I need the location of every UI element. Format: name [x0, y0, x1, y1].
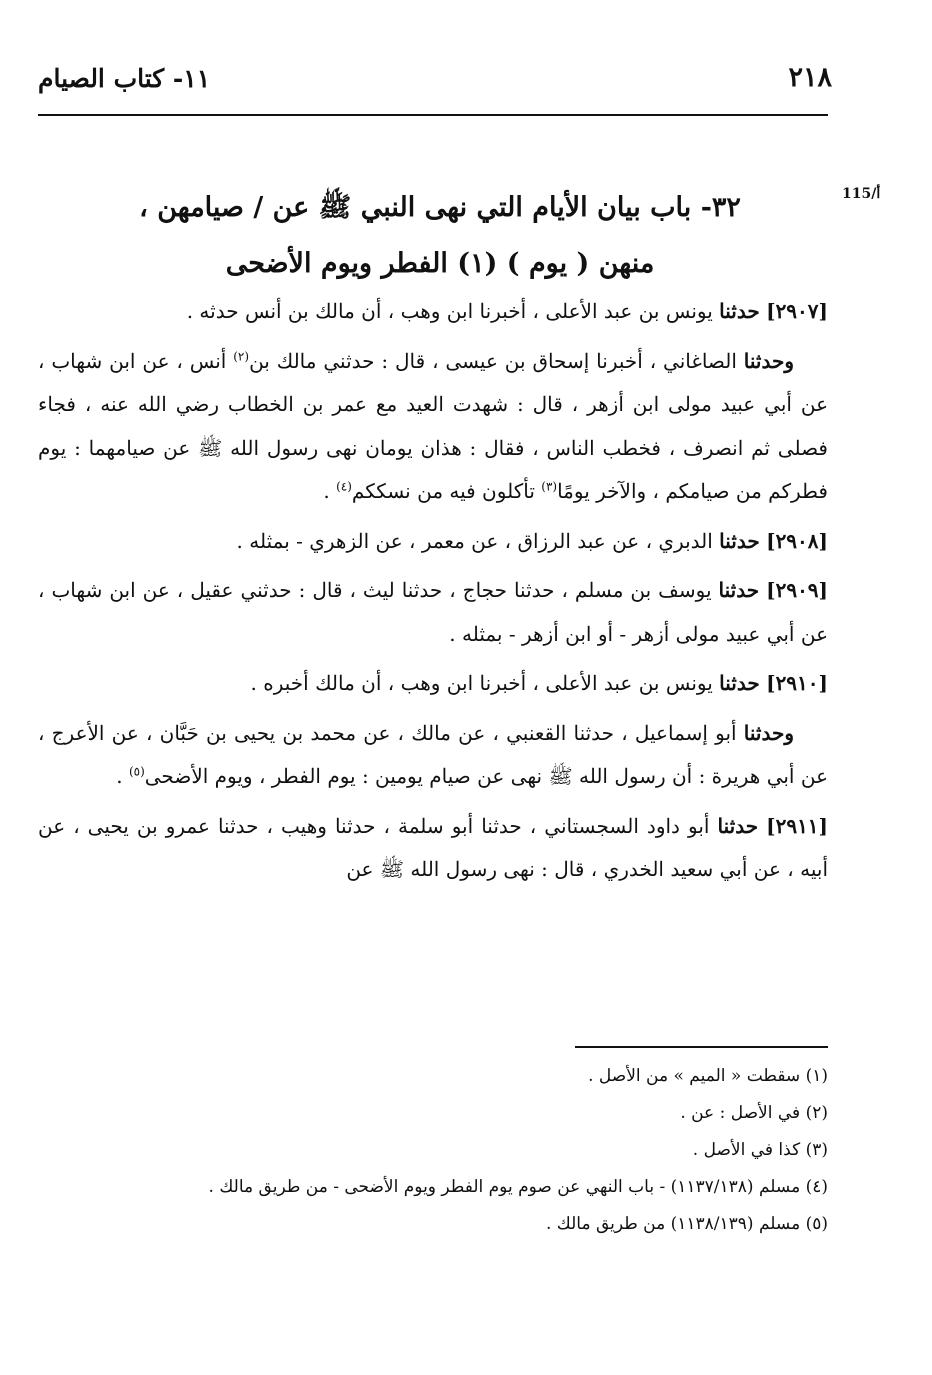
narration-lead: حدثنا: [719, 671, 760, 695]
hadith-number: [٢٩٠٩]: [766, 578, 829, 602]
hadith-number: [٢٩١١]: [766, 813, 829, 838]
hadith-2908: [38, 520, 828, 564]
footnotes: [38, 1058, 828, 1243]
hadith-2910: [38, 662, 828, 706]
footnote-divider: [575, 1046, 828, 1048]
body-text: [38, 290, 828, 898]
hadith-text: يوسف بن مسلم ، حدثنا حجاج ، حدثنا ليث ، قال : حدثني عقيل ، عن ابن شهاب ، عن أبي عبيد مولى أزهر - أو ابن أزهر - بمثله .: [38, 578, 828, 646]
hadith-2911: [38, 805, 828, 892]
footnote-ref: (٢): [233, 348, 250, 363]
footnote: (١) سقطت « الميم » من الأصل .: [588, 1066, 828, 1086]
hadith-2910-chain-2: [38, 712, 828, 799]
hadith-text: يونس بن عبد الأعلى ، أخبرنا ابن وهب ، أن مالك أخبره .: [250, 671, 720, 695]
narration-lead: حدثنا: [719, 528, 760, 553]
hadith-text: تأكلون فيه من نسككم: [351, 479, 542, 503]
manuscript-folio-ref: 115/أ: [842, 186, 881, 202]
hadith-text: أبو داود السجستاني ، حدثنا أبو سلمة ، حدثنا وهيب ، حدثنا عمرو بن يحيى ، عن أبيه ، عن أبي سعيد الخدري ، قال : نهى رسول الله ﷺ عن: [38, 813, 828, 881]
footnote-ref: (٥): [128, 764, 145, 779]
footnote-ref: (٤): [336, 479, 352, 494]
hadith-number: [٢٩٠٨]: [766, 528, 828, 553]
footnote: (٣) كذا في الأصل .: [692, 1140, 828, 1160]
hadith-text: الدبري ، عن عبد الرزاق ، عن معمر ، عن الزهري - بمثله .: [236, 528, 720, 553]
hadith-text: الصاغاني ، أخبرنا إسحاق بن عيسى ، قال : حدثني مالك بن: [249, 348, 744, 373]
hadith-text: أنس ، عن ابن شهاب ، عن أبي عبيد مولى ابن أزهر ، قال : شهدت العيد مع عمر بن الخطاب رضي الله عنه ، فجاء فصلى ثم انصرف ، فخطب الناس ، فقال : هذان يومان نهى رسول الله ﷺ عن صيامهما : يوم فطركم من صيامكم ، والآخر يومًا: [38, 348, 828, 503]
chapter-title: [90, 180, 790, 292]
hadith-number: [٢٩١٠]: [766, 671, 828, 695]
footnote: (٤) مسلم (١١٣٧/١٣٨) - باب النهي عن صوم يوم الفطر ويوم الأضحى - من طريق مالك .: [208, 1177, 828, 1197]
narration-lead: حدثنا: [719, 299, 760, 323]
narration-lead: حدثنا: [718, 578, 760, 602]
footnote: (٢) في الأصل : عن .: [680, 1103, 828, 1123]
chapter-title-line-2: منهن ( يوم ) (١) الفطر ويوم الأضحى: [225, 248, 655, 279]
header-divider: [38, 114, 828, 116]
narration-lead: وحدثنا: [743, 348, 794, 373]
running-header-chapter: ١١- كتاب الصيام: [38, 64, 211, 93]
footnote-ref: (٣): [541, 479, 558, 494]
footnote: (٥) مسلم (١١٣٨/١٣٩) من طريق مالك .: [545, 1214, 828, 1234]
hadith-text: .: [116, 764, 129, 788]
hadith-2907: [38, 290, 828, 334]
hadith-text: يونس بن عبد الأعلى ، أخبرنا ابن وهب ، أن مالك بن أنس حدثه .: [186, 299, 720, 323]
hadith-2909: [38, 569, 828, 656]
hadith-text: .: [323, 479, 337, 503]
hadith-number: [٢٩٠٧]: [766, 299, 828, 323]
narration-lead: حدثنا: [717, 813, 759, 838]
hadith-text: أبو إسماعيل ، حدثنا القعنبي ، عن مالك ، عن محمد بن يحيى بن حَبَّان ، عن الأعرج ، عن أبي هريرة : أن رسول الله ﷺ نهى عن صيام يومين : يوم الفطر ، ويوم الأضحى: [38, 720, 828, 788]
narration-lead: وحدثنا: [743, 720, 794, 745]
chapter-title-line-1: ٣٢- باب بيان الأيام التي نهى النبي ﷺ عن / صيامهن ،: [139, 192, 741, 223]
hadith-2907-chain-2: [38, 340, 828, 514]
page-number: ٢١٨: [788, 62, 832, 93]
